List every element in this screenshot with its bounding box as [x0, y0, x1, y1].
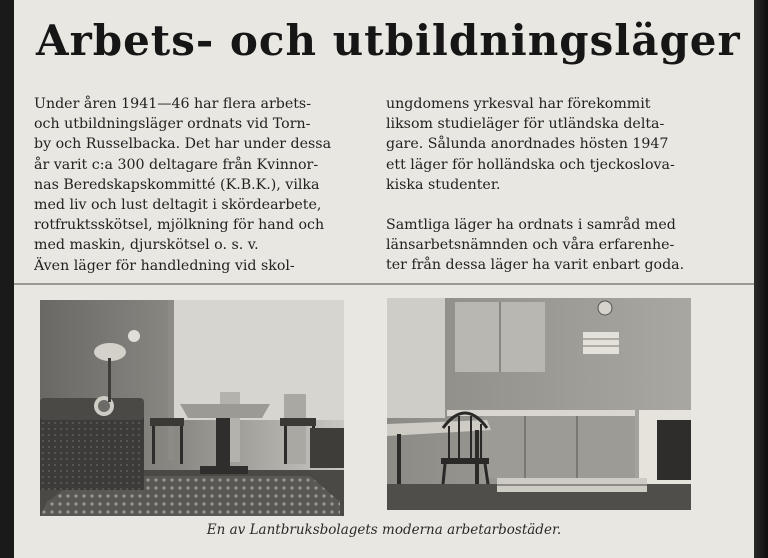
kitchen-photo [387, 298, 691, 510]
left-text-column [34, 94, 358, 276]
text-line: gare. Sålunda anordnades hösten 1947 [386, 136, 669, 153]
text-line: liksom studieläger för utländska delta- [386, 116, 665, 133]
magazine-page [14, 0, 754, 558]
living-room-illustration [40, 300, 344, 516]
text-line: ungdomens yrkesval har förekommit [386, 96, 651, 112]
living-room-photo [40, 300, 344, 516]
text-line: Samtliga läger ha ordnats i samråd med [386, 217, 676, 234]
text-line: Under åren 1941—46 har flera arbets- [34, 96, 311, 112]
text-line: ter från dessa läger ha varit enbart goda. [386, 257, 685, 274]
text-line: länsarbetsnämnden och våra erfarenhe- [386, 237, 675, 254]
text-line: by och Russelbacka. Det har under dessa [34, 136, 332, 153]
text-line: kiska studenter. [386, 176, 501, 193]
kitchen-illustration [387, 298, 691, 510]
photo-caption: En av Lantbruksbolagets moderna arbetarbostäder. [206, 522, 562, 538]
text-line: med liv och lust deltagit i skördearbete, [34, 197, 322, 214]
paragraph-gap [386, 195, 704, 215]
text-line: med maskin, djurskötsel o. s. v. [34, 237, 259, 254]
article-title: Arbets- och utbildningsläger [36, 16, 741, 65]
text-line: Även läger för handledning vid skol- [34, 257, 295, 274]
page-edge-shadow [754, 0, 768, 558]
text-line: rotfruktsskötsel, mjölkning för hand och [34, 217, 325, 234]
text-line: nas Beredskapskommitté (K.B.K.), vilka [34, 176, 320, 193]
horizontal-divider [14, 283, 754, 285]
text-line: ett läger för holländska och tjeckoslova- [386, 156, 675, 173]
right-text-column [386, 94, 704, 276]
text-line: år varit c:a 300 deltagare från Kvinnor- [34, 156, 319, 173]
text-line: och utbildningsläger ordnats vid Torn- [34, 116, 311, 133]
